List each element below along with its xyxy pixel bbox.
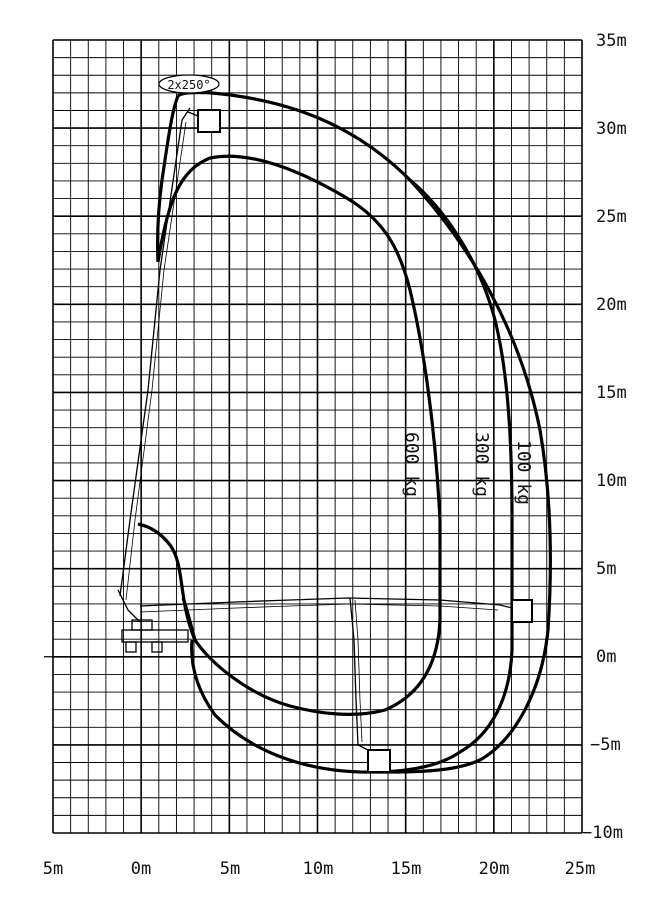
- envelope-100kg-spine: [158, 96, 178, 262]
- basket-right: [512, 600, 532, 622]
- boom-elbow: [118, 590, 140, 622]
- grid: [44, 40, 582, 833]
- basket-bottom: [368, 750, 390, 772]
- y-tick-label: 25m: [596, 207, 627, 227]
- y-tick-label: 20m: [596, 295, 627, 315]
- outrigger-right: [152, 642, 162, 652]
- curve-label-600: 600 kg: [401, 432, 422, 498]
- y-tick-label: −10m: [582, 823, 623, 843]
- y-tick-label: 15m: [596, 383, 627, 403]
- x-axis-labels: [43, 859, 596, 879]
- curve-label-100: 100 kg: [513, 440, 534, 506]
- y-tick-label: 5m: [596, 559, 617, 579]
- x-tick-label: 0m: [130, 859, 152, 879]
- x-tick-label: 5m: [42, 859, 64, 879]
- x-tick-label: 15m: [390, 859, 422, 879]
- y-axis-labels: [582, 31, 627, 843]
- machine-sketch: [118, 108, 532, 772]
- x-tick-label: 5m: [219, 859, 241, 879]
- boom-horizontal-head: [500, 605, 512, 608]
- curve-labels: [401, 432, 534, 505]
- y-tick-label: −5m: [590, 735, 621, 755]
- basket-top: [198, 110, 220, 132]
- x-tick-label: 20m: [478, 859, 510, 879]
- outrigger-left: [126, 642, 136, 652]
- x-tick-label: 25m: [564, 859, 596, 879]
- rotation-badge: [159, 75, 219, 93]
- jib-top: [188, 112, 198, 116]
- y-tick-label: 0m: [596, 647, 617, 667]
- chassis-body: [122, 630, 188, 642]
- y-tick-label: 30m: [596, 119, 627, 139]
- y-tick-label: 10m: [596, 471, 627, 491]
- x-tick-label: 10m: [302, 859, 334, 879]
- rotation-badge-text: 2x250°: [167, 78, 211, 92]
- y-tick-label: 35m: [596, 31, 627, 51]
- curve-label-300: 300 kg: [471, 432, 492, 498]
